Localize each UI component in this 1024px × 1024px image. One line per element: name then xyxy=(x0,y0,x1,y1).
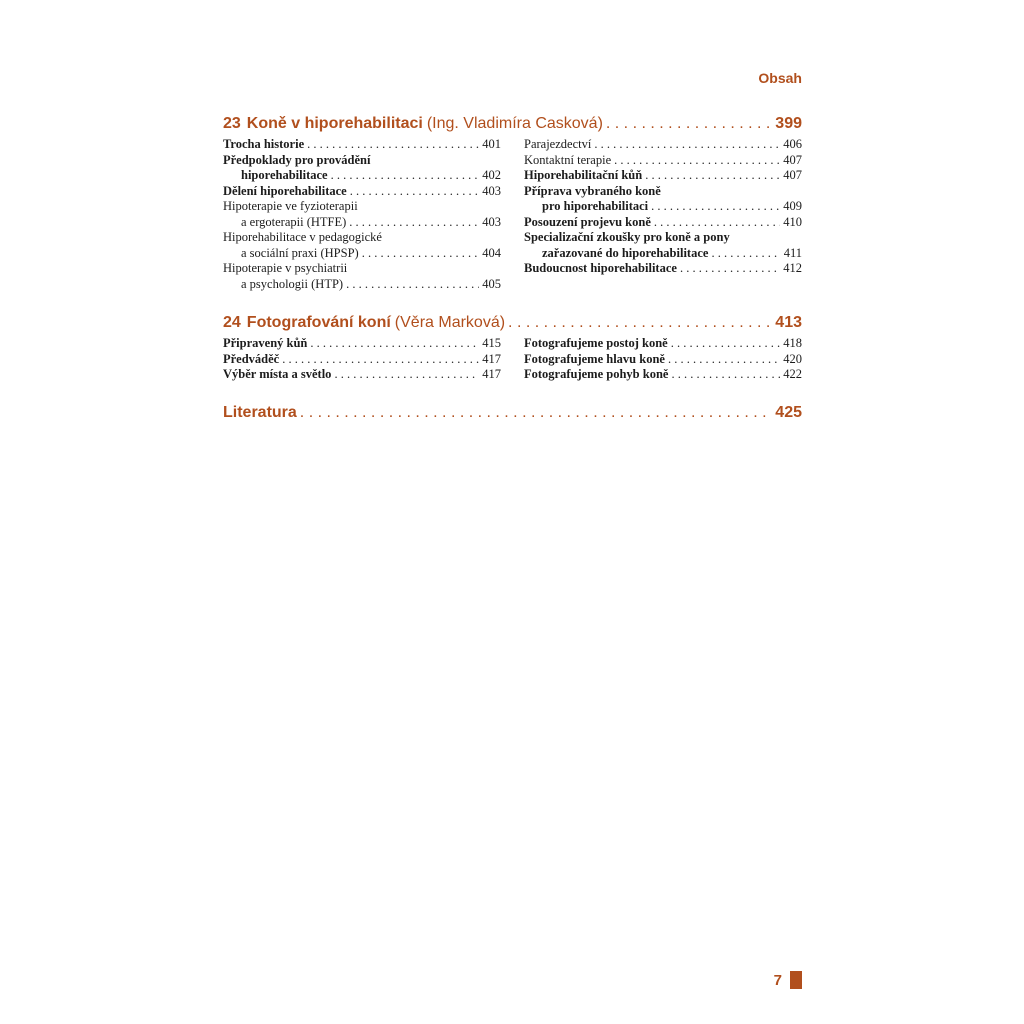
folio-number: 7 xyxy=(773,971,782,989)
toc-column-right xyxy=(524,336,802,383)
toc-entry-page: 403 xyxy=(482,214,501,229)
toc-entry[interactable] xyxy=(524,367,802,383)
toc-entry-text: Trocha historie xyxy=(223,137,305,151)
toc-column-left xyxy=(223,336,501,383)
toc-entry-page: 411 xyxy=(783,245,802,260)
toc-entry[interactable] xyxy=(223,199,501,230)
toc-entry-text: hiporehabilitace xyxy=(241,168,328,182)
toc-entry-page: 420 xyxy=(783,351,802,366)
toc-entry[interactable] xyxy=(223,336,501,352)
folio-marker xyxy=(790,971,802,989)
toc-entry[interactable] xyxy=(223,367,501,383)
toc-entry-text: Specializační zkoušky pro koně a pony xyxy=(524,230,730,244)
toc-entry-page: 410 xyxy=(783,214,802,229)
toc-entry-text: a sociální praxi (HPSP) xyxy=(241,245,359,260)
toc-entry[interactable] xyxy=(223,230,501,261)
literature-heading[interactable] xyxy=(223,403,802,423)
toc-entry-text: Dělení hiporehabilitace xyxy=(223,183,347,198)
dot-leader xyxy=(307,137,479,153)
toc-entry[interactable] xyxy=(524,336,802,352)
chapter-page: 399 xyxy=(775,115,802,132)
toc-entry[interactable] xyxy=(524,153,802,169)
dot-leader xyxy=(350,184,480,200)
dot-leader xyxy=(671,336,781,352)
toc-entry[interactable] xyxy=(524,137,802,153)
toc-entry-page: 407 xyxy=(783,168,802,182)
toc-entry[interactable] xyxy=(524,230,802,261)
toc-entry-text: zařazované do hiporehabilitace xyxy=(542,245,709,260)
dot-leader xyxy=(614,153,780,169)
toc-entry-page: 417 xyxy=(482,351,501,366)
dot-leader xyxy=(310,336,479,352)
literature-title: Literatura xyxy=(223,404,297,421)
dot-leader xyxy=(508,313,772,333)
toc-entry-page: 418 xyxy=(783,336,802,350)
toc-entry-text: Připravený kůň xyxy=(223,336,308,350)
toc-entry-page: 422 xyxy=(783,367,802,381)
toc-entry-text: Kontaktní terapie xyxy=(524,152,612,167)
toc-entry-page: 406 xyxy=(783,137,802,151)
chapter-author: (Věra Marková) xyxy=(394,314,506,331)
toc-entry-text: Hipoterapie v psychiatrii xyxy=(223,261,348,275)
chapter-23 xyxy=(223,114,802,292)
chapter-number: 24 xyxy=(223,314,241,331)
toc-entry[interactable] xyxy=(524,215,802,231)
toc-entry-text: Hiporehabilitace v pedagogické xyxy=(223,230,382,244)
chapter-page: 413 xyxy=(775,314,802,331)
dot-leader xyxy=(680,261,780,277)
page-number xyxy=(774,971,802,989)
dot-leader xyxy=(300,403,773,423)
toc-entry[interactable] xyxy=(524,168,802,184)
toc-entry-page: 402 xyxy=(482,168,501,182)
dot-leader xyxy=(346,277,479,293)
toc-entry-text: Hiporehabilitační kůň xyxy=(524,168,643,182)
toc-entry-page: 403 xyxy=(482,183,501,198)
dot-leader xyxy=(606,114,772,134)
toc-entry-page: 417 xyxy=(482,367,501,381)
toc-entry-page: 404 xyxy=(482,245,501,260)
chapter-title: Koně v hiporehabilitaci xyxy=(246,115,423,132)
toc-entry[interactable] xyxy=(524,261,802,277)
toc-entry-page: 409 xyxy=(783,199,802,213)
literature-section xyxy=(223,403,802,423)
toc-entry-text: Hipoterapie ve fyzioterapii xyxy=(223,199,358,213)
toc-entry-text: a ergoterapii (HTFE) xyxy=(241,214,347,229)
running-head: Obsah xyxy=(758,70,802,86)
toc-entry-text: Fotografujeme pohyb koně xyxy=(524,367,669,381)
chapter-author: (Ing. Vladimíra Casková) xyxy=(426,115,603,132)
toc-entry-text: Příprava vybraného koně xyxy=(524,183,661,198)
dot-leader xyxy=(331,168,480,184)
chapter-number: 23 xyxy=(223,115,241,132)
toc-entry-text: pro hiporehabilitaci xyxy=(542,199,649,213)
toc-entry-text: Budoucnost hiporehabilitace xyxy=(524,261,677,275)
toc-column-right xyxy=(524,137,802,292)
toc-entry-page: 407 xyxy=(783,152,802,167)
dot-leader xyxy=(711,246,780,262)
toc-entry[interactable] xyxy=(223,137,501,153)
toc-entry-page: 405 xyxy=(482,276,501,291)
chapter-heading[interactable] xyxy=(223,114,802,134)
dot-leader xyxy=(651,199,780,215)
toc-entry[interactable] xyxy=(223,261,501,292)
dot-leader xyxy=(654,215,780,231)
toc-entry-text: a psychologii (HTP) xyxy=(241,276,344,291)
toc-entry-text: Předváděč xyxy=(223,351,280,366)
dot-leader xyxy=(362,246,480,262)
toc-entry-page: 401 xyxy=(482,137,501,151)
literature-page: 425 xyxy=(775,404,802,421)
chapter-heading[interactable] xyxy=(223,313,802,333)
toc-entry[interactable] xyxy=(223,184,501,200)
toc-entry-text: Posouzení projevu koně xyxy=(524,214,651,229)
toc-entry[interactable] xyxy=(524,352,802,368)
toc-column-left xyxy=(223,137,501,292)
dot-leader xyxy=(349,215,479,231)
dot-leader xyxy=(282,352,479,368)
toc-entry-text: Fotografujeme hlavu koně xyxy=(524,351,665,366)
toc-entry-text: Výběr místa a světlo xyxy=(223,367,332,381)
chapter-title: Fotografování koní xyxy=(246,314,391,331)
toc-entry[interactable] xyxy=(223,153,501,184)
toc-entry-text: Fotografujeme postoj koně xyxy=(524,336,668,350)
dot-leader xyxy=(334,367,479,383)
dot-leader xyxy=(671,367,780,383)
toc-entry-page: 415 xyxy=(482,336,501,350)
toc-entry[interactable] xyxy=(223,352,501,368)
toc-entry[interactable] xyxy=(524,184,802,215)
chapter-24 xyxy=(223,313,802,383)
toc-entry-text: Předpoklady pro provádění xyxy=(223,152,371,167)
toc-entry-text: Parajezdectví xyxy=(524,137,592,151)
dot-leader xyxy=(645,168,780,184)
dot-leader xyxy=(668,352,780,368)
toc-entry-page: 412 xyxy=(783,261,802,275)
dot-leader xyxy=(594,137,780,153)
